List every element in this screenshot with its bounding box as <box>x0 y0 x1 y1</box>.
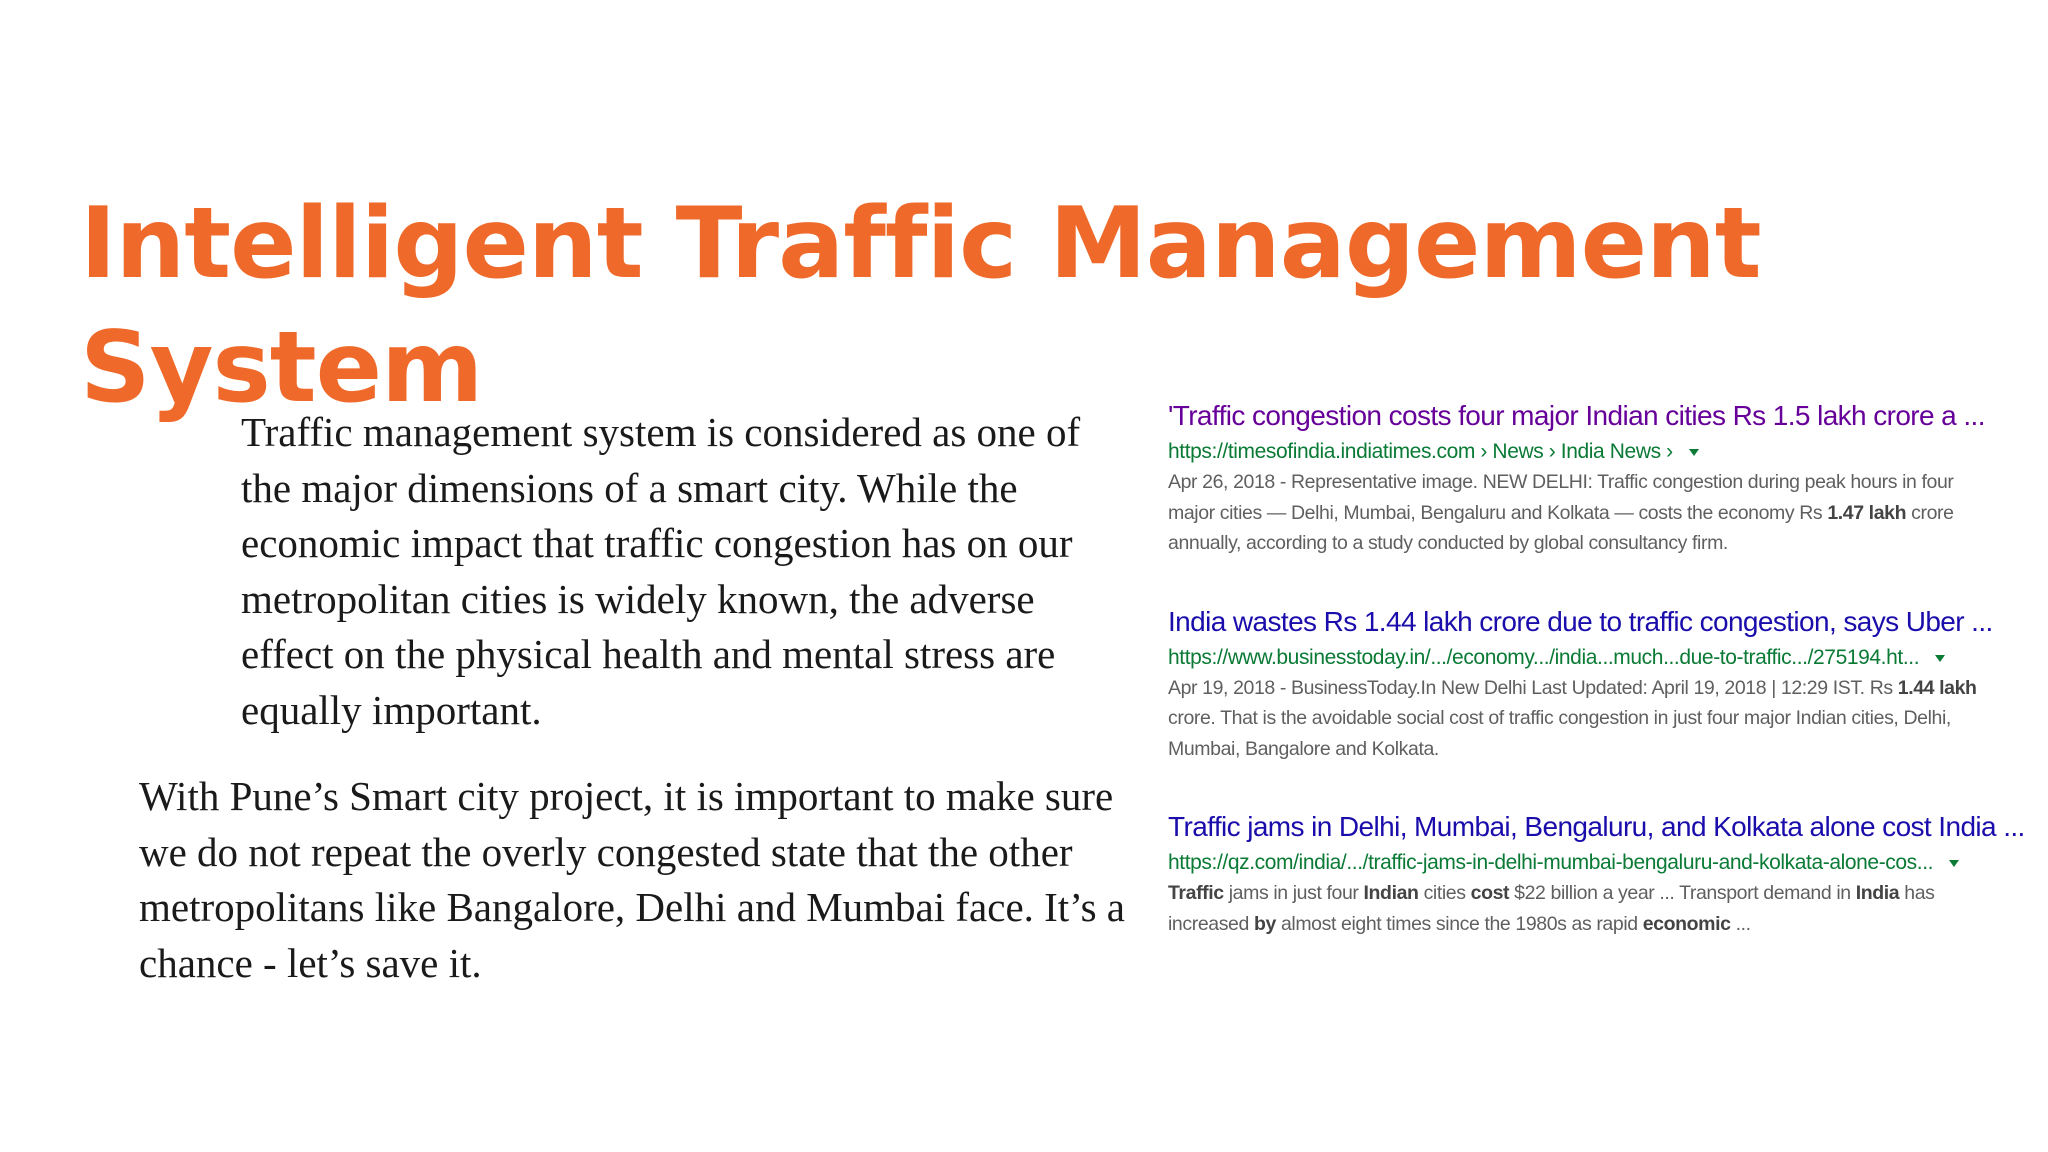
snippet-text: Apr 26, 2018 - Representative image. NEW DELHI: Traffic congestion during peak hours in four major cities — Delhi, Mumbai, Bengaluru and Kolkata — costs the economy Rs <box>1168 471 1954 524</box>
snippet-text: $22 billion a year ... Transport demand in <box>1509 882 1856 904</box>
dropdown-arrow-icon[interactable] <box>1935 655 1945 662</box>
search-result-title-link[interactable]: India wastes Rs 1.44 lakh crore due to traffic congestion, says Uber ... <box>1168 605 1993 637</box>
dropdown-arrow-icon[interactable] <box>1689 449 1699 456</box>
search-result-url-text: https://qz.com/india/.../traffic-jams-in-delhi-mumbai-bengaluru-and-kolkata-alone-cos... <box>1168 851 1934 874</box>
search-result-url-text: https://timesofindia.indiatimes.com › News › India News › <box>1168 440 1673 463</box>
snippet-bold-text: Indian <box>1363 882 1419 904</box>
search-result-url <box>1168 847 1988 878</box>
slide-title: Intelligent Traffic Management System <box>80 187 1761 425</box>
search-result-title-link[interactable]: 'Traffic congestion costs four major Indian cities Rs 1.5 lakh crore a ... <box>1168 400 1985 431</box>
dropdown-arrow-icon[interactable] <box>1949 860 1959 867</box>
snippet-text: Apr 19, 2018 - BusinessToday.In New Delhi Last Updated: April 19, 2018 | 12:29 IST. Rs <box>1168 676 1898 699</box>
snippet-bold-text: 1.44 lakh <box>1897 676 1977 699</box>
intro-paragraph: Traffic management system is considered as one of the major dimensions of a smart city. While the economic impact that traffic congestion has on our metropolitan cities is widely known, the adverse effect on the physical health and mental stress are equally important. <box>241 409 1081 733</box>
snippet-text: ... <box>1730 912 1751 935</box>
snippet-text: crore annually, according to a study conducted by global consultancy firm. <box>1168 501 1954 554</box>
snippet-text: has increased <box>1168 882 1935 935</box>
search-result-url <box>1168 436 1988 467</box>
snippet-bold-text: India <box>1855 882 1900 904</box>
snippet-bold-text: economic <box>1642 912 1731 935</box>
snippet-bold-text: cost <box>1470 882 1510 904</box>
search-result <box>1168 396 1988 559</box>
snippet-text: cities <box>1418 882 1471 904</box>
search-result-snippet <box>1168 878 1988 939</box>
snippet-text: almost eight times since the 1980s as rapid <box>1275 912 1643 935</box>
snippet-bold-text: 1.47 lakh <box>1827 501 1907 524</box>
pune-paragraph: With Pune’s Smart city project, it is important to make sure we do not repeat the overly congested state that the other metropolitans like Bangalore, Delhi and Mumbai face. It’s a chance - let’s save it. <box>139 773 1125 986</box>
search-result-snippet <box>1168 467 1988 559</box>
search-results-screenshot <box>1168 396 2025 982</box>
snippet-text: crore. That is the avoidable social cost of traffic congestion in just four major Indian cities, Delhi, Mumbai, Bangalore and Kolkata. <box>1168 707 1951 760</box>
snippet-text: jams in just four <box>1223 882 1364 904</box>
snippet-bold-text: by <box>1253 912 1276 935</box>
search-result-title-link[interactable]: Traffic jams in Delhi, Mumbai, Bengaluru, and Kolkata alone cost India ... <box>1168 811 2025 842</box>
search-result-url <box>1168 642 1988 673</box>
snippet-bold-text: Traffic <box>1168 882 1224 904</box>
search-result <box>1168 807 2025 939</box>
search-result-url-text: https://www.businesstoday.in/.../economy.../india...much...due-to-traffic.../275194.ht... <box>1168 645 1920 669</box>
search-result <box>1168 602 1993 765</box>
search-result-snippet <box>1168 673 1988 765</box>
